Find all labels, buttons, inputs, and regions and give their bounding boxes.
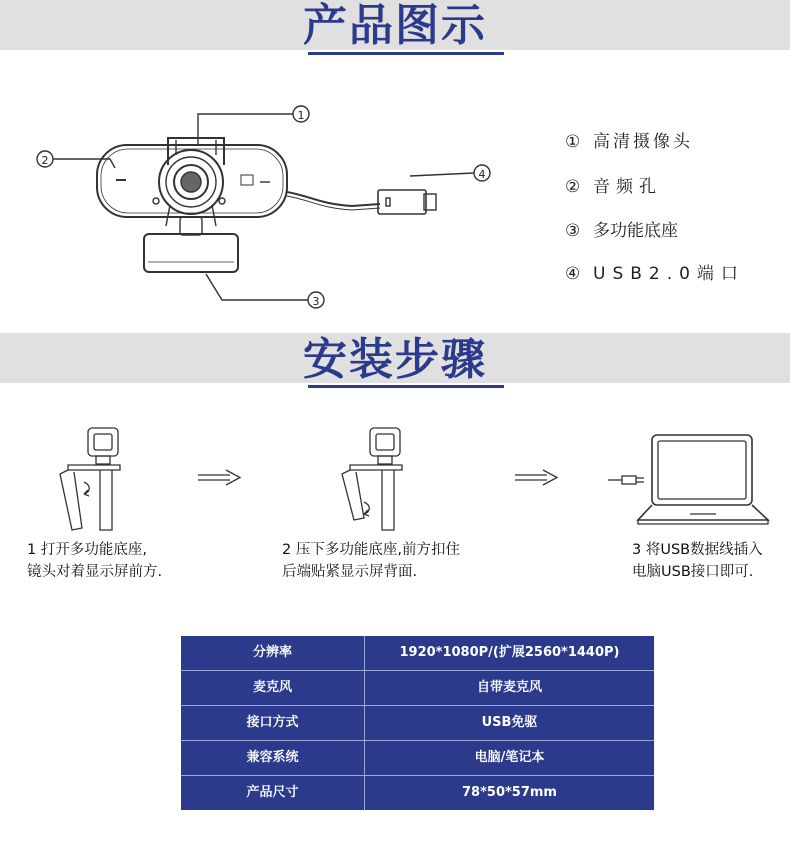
spec-table: [181, 636, 654, 810]
table-row: [181, 706, 654, 741]
spec-value: 电脑/笔记本: [365, 741, 655, 776]
spec-key: 分辨率: [181, 636, 365, 671]
step2-webcam-icon: [342, 428, 402, 530]
legend-item-usb-port: ④ USB2.0端口: [565, 264, 745, 284]
spec-key: 产品尺寸: [181, 776, 365, 811]
spec-key: 兼容系统: [181, 741, 365, 776]
spec-value: 1920*1080P/(扩展2560*1440P): [399, 645, 620, 660]
callout-2: 2: [41, 154, 49, 167]
arrow-right-icon: [515, 470, 557, 485]
spec-key: 接口方式: [181, 706, 365, 741]
table-row: [181, 671, 654, 706]
arrow-right-icon: [198, 470, 240, 485]
table-row: [181, 776, 654, 811]
table-row: [181, 636, 654, 671]
step1-webcam-icon: [60, 428, 120, 530]
step-2-description: 2 压下多功能底座,前方扣住 后端贴紧显示屏背面.: [282, 542, 460, 580]
legend-item-audio-jack: ② 音频孔: [565, 177, 662, 197]
legend-item-base: ③ 多功能底座: [565, 221, 678, 241]
product-section-title: 产品图示: [303, 0, 487, 51]
laptop-icon: [638, 435, 768, 524]
callout-1: 1: [297, 109, 305, 122]
step-1-description: 1 打开多功能底座, 镜头对着显示屏前方.: [27, 542, 163, 580]
install-title-underline: [308, 385, 504, 388]
spec-key: 麦克风: [181, 671, 365, 706]
spec-value: USB免驱: [365, 706, 655, 741]
install-section-title: 安装步骤: [303, 334, 487, 385]
usb-cable-icon: [608, 476, 644, 484]
table-row: [181, 741, 654, 776]
spec-value: 自带麦克风: [365, 671, 655, 706]
callout-4: 4: [478, 168, 486, 181]
callout-3: 3: [312, 295, 320, 308]
legend-item-camera: ① 高清摄像头: [565, 132, 693, 152]
spec-value: 78*50*57mm: [365, 776, 655, 811]
step-3-description: 3 将USB数据线插入 电脑USB接口即可.: [632, 542, 763, 580]
